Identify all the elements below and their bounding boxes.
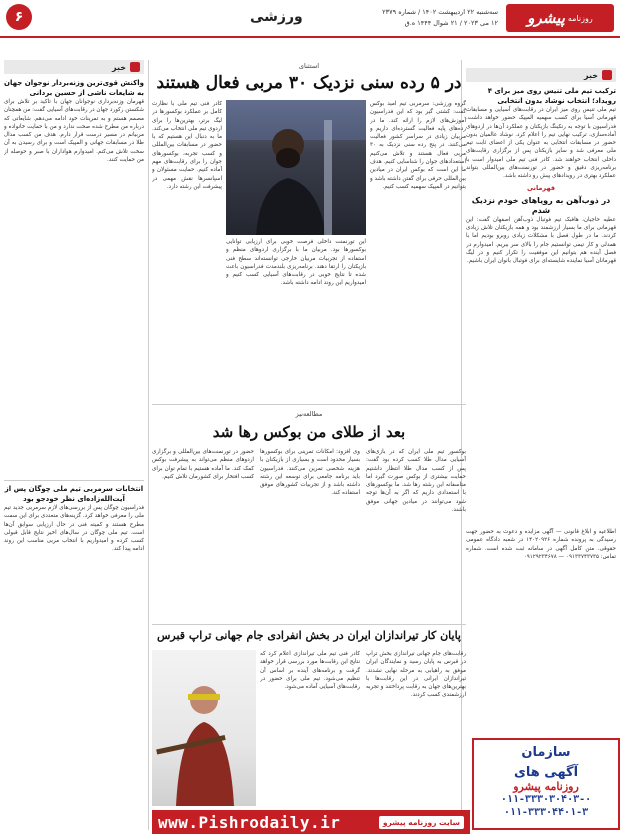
logo-prefix: روزنامه	[567, 13, 593, 23]
third-body-col-1	[366, 650, 466, 806]
main-kicker: استثنای	[298, 62, 320, 70]
section-divider	[152, 624, 466, 625]
main-body-a: گروه ورزشی: سرمربی تیم امید بوکس گفت: کشتی گیر بود که این فدراسیون آموزش‌های لازم را ارائه کند. ما در رده‌های پایه فعالیت گسترده‌ای داریم و مربیان زیادی در سراسر کشور فعالیت می‌کنند. در پنج رده سنی نزدیک به ۳۰ مربی فعال هستند و تلاش می‌کنیم استعدادهای جوان را شناسایی کنیم. هدف ما این است که بوکس ایران در میادین بین‌المللی حرفی برای گفتن داشته باشد و بتوانیم در المپیک سهمیه کسب کنیم.	[370, 101, 466, 190]
section-title: ورزشی	[250, 9, 303, 25]
second-body-a: بوکسور تیم ملی ایران که در بازی‌های آسیایی مدال طلا کسب کرده بود گفت: پس از کسب مدال طلا انتظار داشتیم حمایت بیشتری از بوکس صورت گیرد اما متاسفانه این رشته رها شد. ما بوکسورهای با استعدادی داریم که اگر به آن‌ها توجه شود می‌توانند در میادین جهانی موفق باشند.	[366, 449, 466, 514]
left-body-1: قهرمان وزنه‌برداری نوجوانان جهان با تاکید بر تلاش برای شکستن رکورد جهان در رقابت‌های آسیایی گفت: من همچنان مصمم هستم و به تمرینات خود ادامه می‌دهم. شایعاتی که درباره من مطرح شده صحت ندارد و من با حمایت خانواده و مربیانم در مسیر درست قرار دارم. هدف من کسب مدال طلا در مسابقات جهانی و المپیک است و برای رسیدن به آن سخت تلاش می‌کنم. امیدوارم هواداران با صبر و حوصله از من حمایت کنند.	[4, 99, 144, 164]
notice-text: اطلاعیه و ابلاغ قانونی — آگهی مزایده و دعوت به حضور جهت رسیدگی به پرونده شماره ۱۴۰۲۰۹۲۶ در شعبه دادگاه عمومی حقوقی. متن کامل آگهی در سامانه ثبت شده است. شماره تماس: ۰۹۱۳۳۷۴۳۷۳۵ — ۰۹۱۲۹۲۳۴۶۷۸	[466, 529, 616, 560]
main-body-c: کادر فنی تیم ملی با نظارت کامل بر عملکرد بوکسورها در لیگ برتر، بهترین‌ها را برای اردوی تیم ملی انتخاب می‌کند. ما به دنبال این هستیم که با حضور در مسابقات بین‌المللی و کسب تجربه، بوکسورهای جوان را برای رقابت‌های مهم آماده کنیم. حمایت مسئولان و اسپانسرها نقش مهمی در پیشرفت این رشته دارد.	[152, 101, 222, 190]
right-label-text: خبر	[583, 70, 598, 80]
left-column-label	[4, 60, 144, 74]
ad-title-2: آگهی های	[513, 765, 579, 780]
main-body-col-1	[370, 100, 466, 400]
third-headline[interactable]: پایان کار تیراندازان ایران در بخش انفرادی جام جهانی تراپ قبرس	[156, 629, 461, 642]
ad-phone-1[interactable]: ۰۱۱-۳۳۳۰۳۰۴۰۳-۰	[500, 794, 592, 805]
second-body-c: حضور در تورنمنت‌های بین‌المللی و برگزاری اردوهای منظم می‌تواند به پیشرفت بوکس کمک کند. ما آماده هستیم با تمام توان برای کسب افتخار برای کشورمان تلاش کنیم.	[152, 449, 254, 480]
ad-phone-2[interactable]: ۰۱۱-۳۳۳۰۴۴۰۱-۳	[503, 807, 589, 818]
right-subhead: قهرمانی	[526, 183, 556, 192]
second-kicker: مطالعه‌نیز	[295, 410, 323, 418]
right-headline-2[interactable]: در ذوب‌آهن به رویاهای خودم نزدیک شدم	[471, 195, 611, 215]
second-body-col-3	[152, 448, 254, 618]
column-divider	[148, 60, 149, 830]
main-body-b: این تورنمنت داخلی فرصت خوبی برای ارزیابی توانایی بوکسورها بود. مربیان ما با برگزاری اردوهای منظم و استفاده از تجربیات مربیان خارجی توانسته‌اند سطح فنی بازیکنان را ارتقا دهند. برنامه‌ریزی بلندمدت فدراسیون باعث شده تا نتایج خوبی در رقابت‌های آسیایی کسب کنیم و امیدواریم این روند ادامه داشته باشد.	[226, 239, 366, 287]
ad-brand: روزنامه پیشرو	[513, 780, 579, 793]
banner-website-link[interactable]: www.Pishrodaily.ir	[158, 812, 341, 832]
left-column	[4, 78, 144, 478]
main-headline[interactable]: در ۵ رده سنی نزدیک ۳۰ مربی فعال هستند	[156, 73, 462, 93]
logo-brand: پیشرو	[527, 9, 565, 27]
second-body-col-2	[260, 448, 360, 618]
main-body-col-3	[152, 100, 222, 400]
athlete-figure-icon	[226, 100, 366, 235]
right-body-2: عطیه حاجیان، هافبک تیم فوتبال ذوب‌آهن اصفهان گفت: این قهرمانی برای ما بسیار ارزشمند بود و همه بازیکنان تلاش زیادی کردند. ما در طول فصل با مشکلات زیادی روبرو بودیم اما با همدلی و کار تیمی توانستیم جام را بالای سر ببریم. امیدوارم در فصل آینده هم بتوانیم این موفقیت را تکرار کنیم و در لیگ قهرمانان آسیا نماینده شایسته‌ای برای فوتبال بانوان ایران باشیم.	[466, 216, 616, 265]
third-body-b: کادر فنی تیم ملی تیراندازی اعلام کرد که نتایج این رقابت‌ها مورد بررسی قرار خواهد گرفت و برنامه‌های آینده بر اساس آن تنظیم می‌شود. تیم ملی برای حضور در رقابت‌های آسیایی آماده می‌شود.	[260, 651, 360, 691]
bullet-icon	[602, 70, 612, 80]
section-divider	[152, 404, 466, 405]
second-body-col-1	[366, 448, 466, 618]
left-headline-2[interactable]: انتخابات سرمربی تیم ملی چوگان پس از آیت‌الله‌زاده‌ای نظر خودجو بود	[4, 485, 144, 503]
bullet-icon	[130, 62, 140, 72]
second-body-b: وی افزود: امکانات تمرینی برای بوکسورها بسیار محدود است و بسیاری از بازیکنان با هزینه شخصی تمرین می‌کنند. فدراسیون باید برنامه جامعی برای توسعه این رشته داشته باشد و از تجربیات کشورهای موفق استفاده کند.	[260, 449, 360, 497]
shooter-figure-icon	[152, 650, 256, 806]
main-body-col-2	[226, 238, 366, 400]
ad-title-1: سازمان	[521, 745, 571, 760]
third-body-col-2	[260, 650, 360, 806]
right-column-label	[466, 68, 616, 82]
left-column-2	[4, 484, 144, 824]
third-body-a: رقابت‌های جام جهانی تیراندازی بخش تراپ در قبرس به پایان رسید و نمایندگان ایران موفق به راهیابی به مرحله نهایی نشدند. تیراندازان ایرانی در این رقابت‌ها با بهترین‌های جهان به رقابت پرداختند و تجربه ارزشمندی کسب کردند.	[366, 651, 466, 699]
date-line-2: ۱۲ می ۲۰۲۳ / ۲۱ شوال ۱۴۴۴ ه.ق	[404, 19, 498, 27]
page-number-badge: ۶	[6, 4, 32, 30]
right-column	[466, 86, 616, 526]
legal-notice	[466, 528, 616, 733]
left-body-2: فدراسیون چوگان پس از بررسی‌های لازم سرمربی جدید تیم ملی را معرفی خواهد کرد. گزینه‌های متعددی برای این سمت مطرح هستند و کمیته فنی در حال ارزیابی سوابق آن‌ها است. تیم ملی چوگان در سال‌های اخیر نتایج قابل قبولی کسب کرده و امیدواریم با انتخاب مربی مناسب این روند ادامه پیدا کند.	[4, 505, 144, 553]
right-headline-1[interactable]: ترکیب تیم ملی تنیس روی میز برای ۴ رویداد؛ انتخاب نوشاد بدون انتخابی	[487, 87, 616, 105]
banner-label: سایت روزنامه پیشرو	[379, 816, 464, 829]
advertising-ad[interactable]	[472, 738, 620, 830]
athlete-photo	[226, 100, 366, 235]
left-headline-1[interactable]: واکنش قوی‌ترین وزنه‌بردار نوجوان جهان به شایعات ناشی از حسین بردانی	[4, 79, 144, 97]
website-banner[interactable]	[152, 810, 470, 834]
page-header	[0, 0, 620, 38]
second-headline[interactable]: بعد از طلای من بوکس رها شد	[212, 423, 406, 441]
date-line-1: سه‌شنبه ۲۲ اردیبهشت ۱۴۰۲ / شماره ۲۳۷۹	[382, 8, 498, 16]
issue-dates	[382, 7, 498, 29]
left-label-text: خبر	[111, 62, 126, 72]
right-body-1: تیم ملی تنیس روی میز ایران در رقابت‌های آسیایی و مسابقات قهرمانی آسیا برای کسب سهمیه المپیک حضور خواهد داشت. فدراسیون با توجه به رنکینگ بازیکنان و عملکرد آن‌ها در اردوهای آماده‌سازی، ترکیب نهایی تیم را اعلام کرد. نوشاد عالمیان بدون حضور در مسابقات انتخابی به عنوان یکی از اعضای ثابت تیم ملی معرفی شد و سایر بازیکنان پس از برگزاری رقابت‌های داخلی انتخاب خواهند شد. کادر فنی تیم ملی امیدوار است با برنامه‌ریزی دقیق و حضور در تورنمنت‌های بین‌المللی بتواند عملکرد بهتری در رویدادهای پیش رو داشته باشد.	[466, 107, 616, 180]
shooter-photo	[152, 650, 256, 806]
newspaper-logo[interactable]	[506, 4, 614, 32]
section-divider	[4, 480, 144, 481]
